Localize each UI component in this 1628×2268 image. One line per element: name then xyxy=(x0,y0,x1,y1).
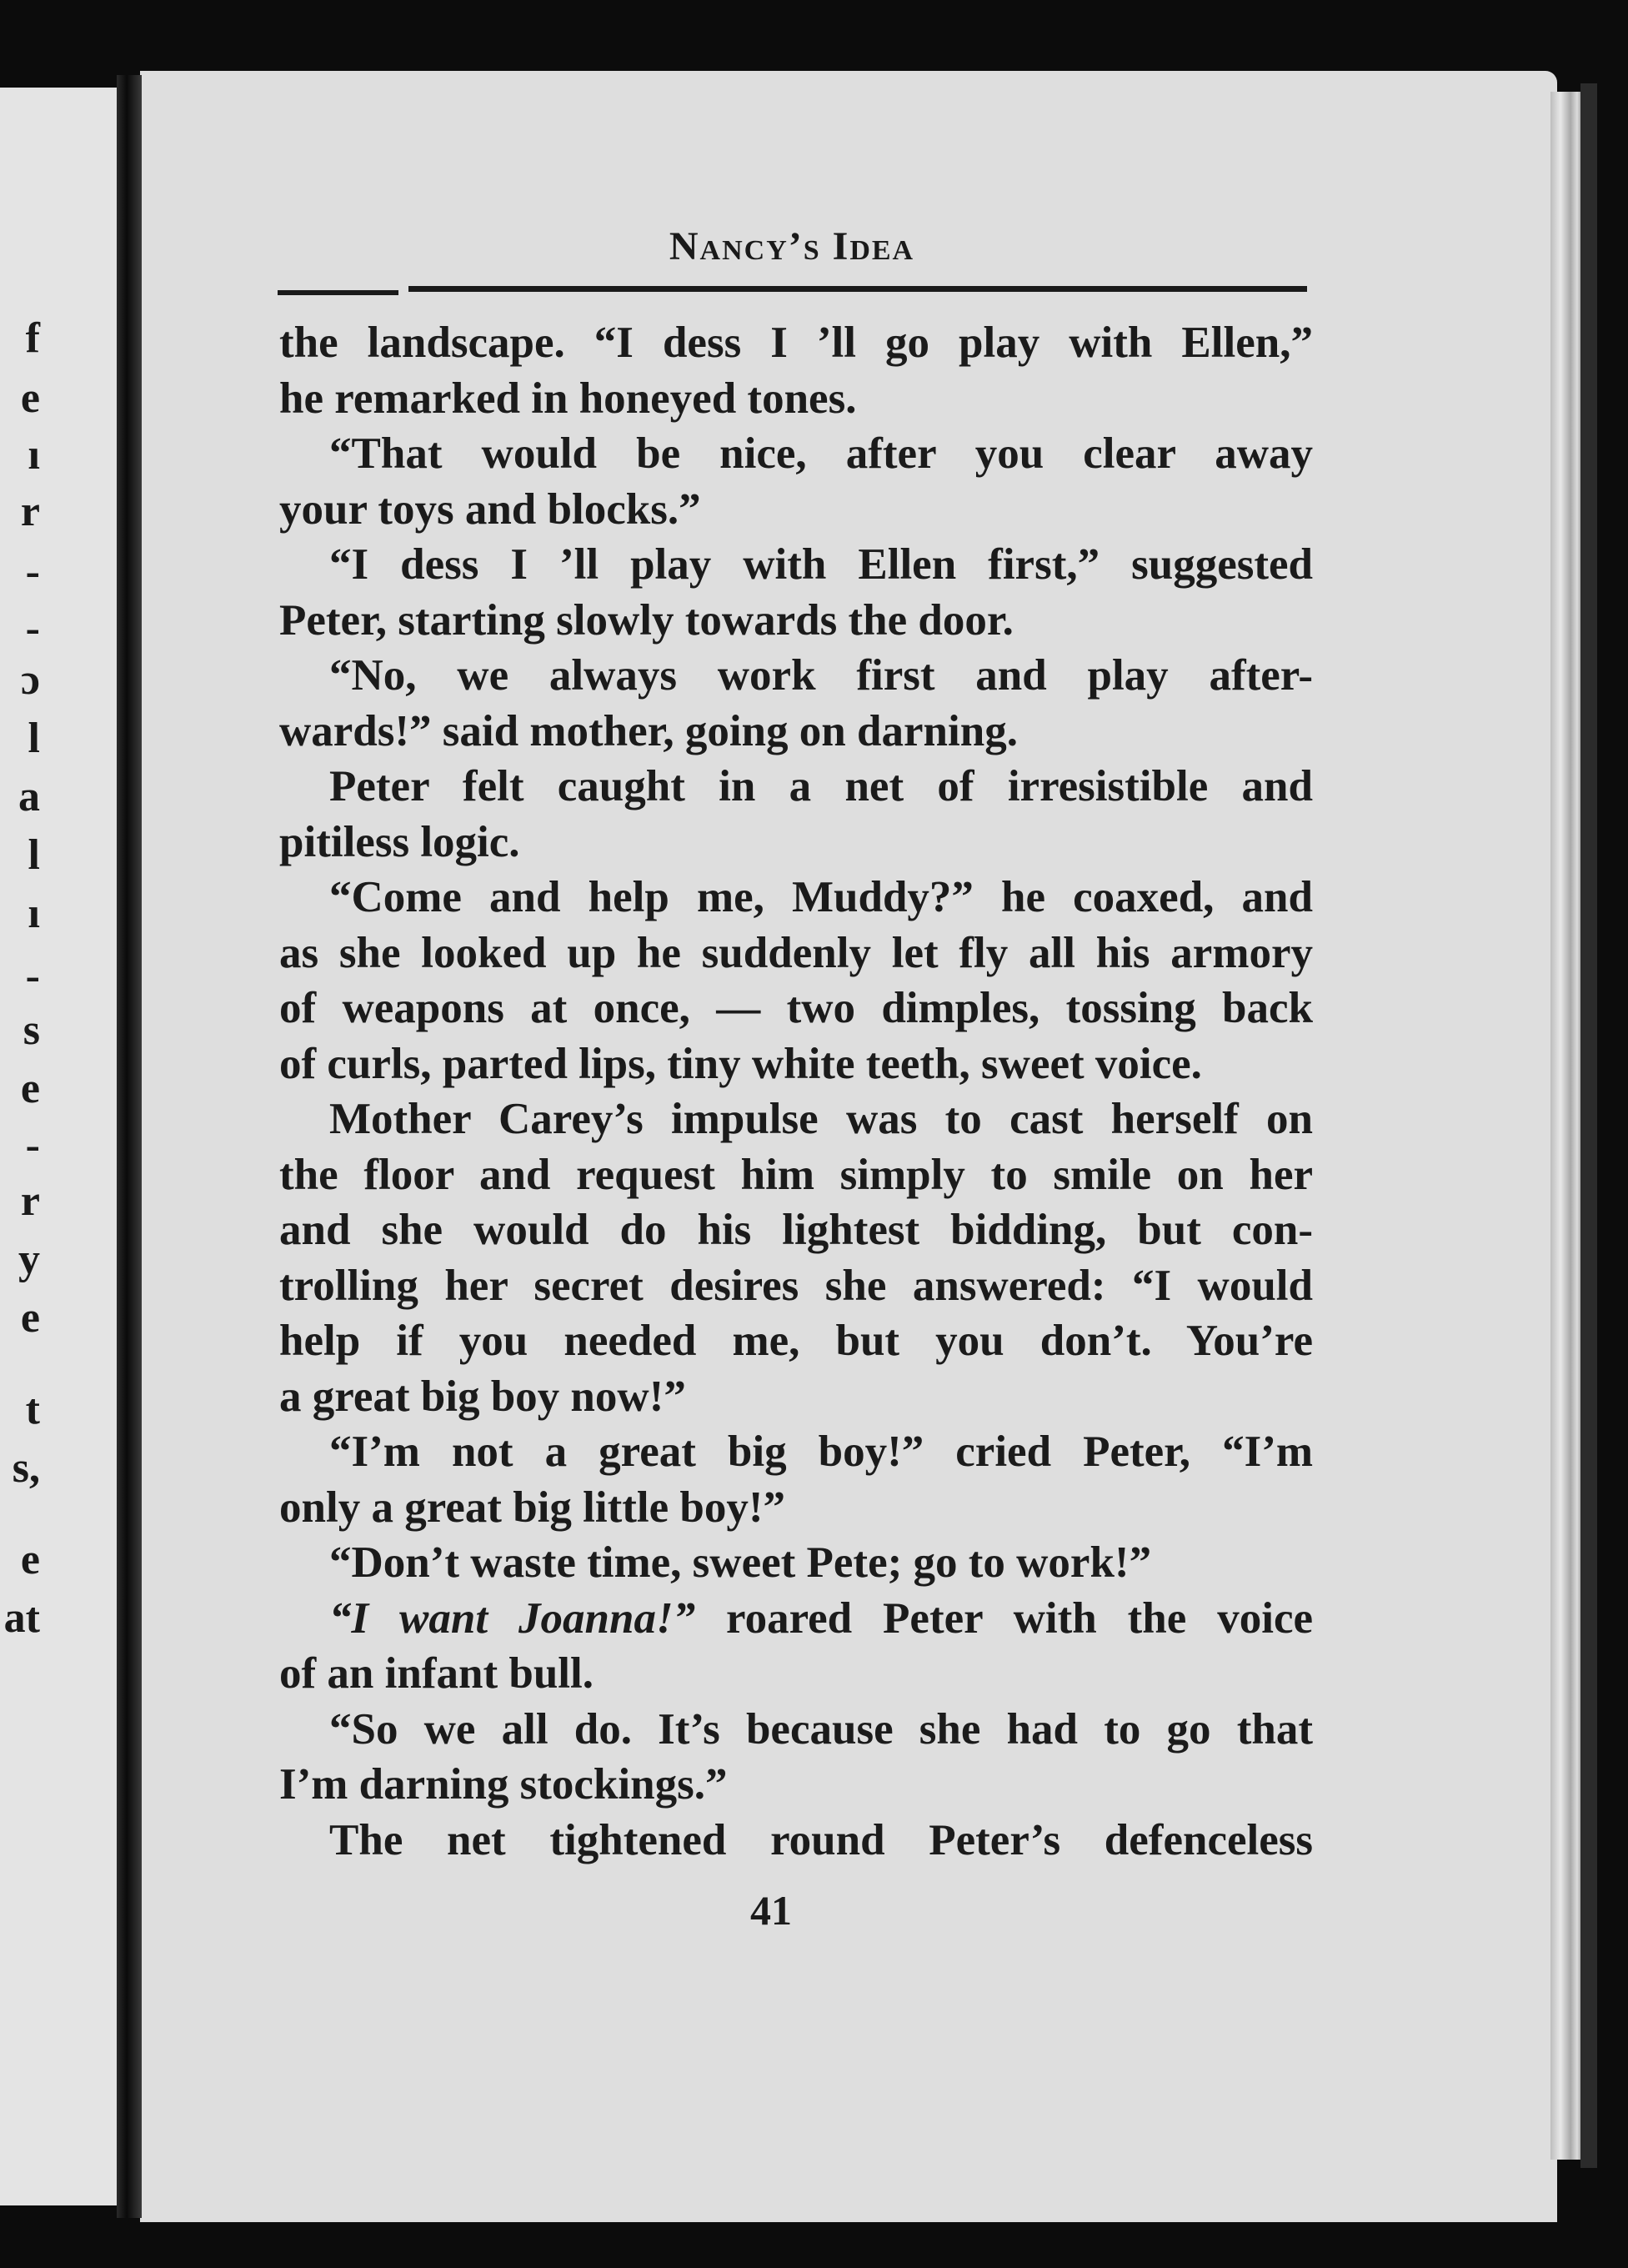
left-page-fragment: f xyxy=(25,314,40,362)
text-line xyxy=(279,704,1313,759)
book-gutter xyxy=(117,75,142,2218)
text-line xyxy=(279,1813,1313,1868)
line-text: of an infant bull. xyxy=(279,1649,594,1698)
text-line xyxy=(279,981,1313,1036)
line-text: Peter felt caught in a net of irresistible and xyxy=(329,762,1313,810)
left-page-fragment: s xyxy=(23,1006,40,1054)
left-page-fragment: at xyxy=(3,1594,40,1642)
text-line xyxy=(279,1702,1313,1757)
left-page-fragment: ı xyxy=(28,890,40,937)
line-text: pitiless logic. xyxy=(279,817,520,866)
left-page-fragment: - xyxy=(25,605,40,652)
text-line xyxy=(279,1480,1313,1535)
text-line xyxy=(279,926,1313,981)
page-number: 41 xyxy=(750,1887,792,1934)
text-line xyxy=(279,1757,1313,1812)
left-page-fragment: e xyxy=(20,1536,40,1583)
text-line xyxy=(279,537,1313,592)
line-text: he remarked in honeyed tones. xyxy=(279,374,857,423)
line-text: The net tightened round Peter’s defenceless xyxy=(329,1815,1313,1864)
line-text: Mother Carey’s impulse was to cast herself on xyxy=(329,1095,1313,1143)
header-rule-long xyxy=(408,286,1307,292)
line-text: of weapons at once, — two dimples, tossing back xyxy=(279,984,1313,1032)
line-text: wards!” said mother, going on darning. xyxy=(279,706,1018,755)
header-rule-short xyxy=(278,290,398,295)
line-text: “No, we always work first and play after- xyxy=(329,651,1313,700)
line-text: Peter, starting slowly towards the door. xyxy=(279,595,1014,645)
italic-phrase: “I want Joanna!” xyxy=(329,1593,696,1643)
left-page-fragment: - xyxy=(25,548,40,595)
line-text: “That would be nice, after you clear away xyxy=(329,429,1313,478)
left-page-fragment: ɔ xyxy=(20,656,40,704)
text-line xyxy=(279,759,1313,814)
text-line xyxy=(279,1424,1313,1479)
line-text: “Come and help me, Muddy?” he coaxed, and xyxy=(329,873,1313,921)
text-line xyxy=(279,1202,1313,1257)
line-text: “I’m not a great big boy!” cried Peter, “I’m xyxy=(329,1428,1313,1476)
left-page-fragment: l xyxy=(28,831,40,879)
left-page-fragment: e xyxy=(20,374,40,422)
left-page-fragment: - xyxy=(25,952,40,1000)
line-text: “So we all do. It’s because she had to go that xyxy=(329,1704,1313,1754)
line-text: the landscape. “I dess I ’ll go play with Ellen,” xyxy=(279,319,1313,367)
line-text: roared Peter with the voice xyxy=(695,1593,1313,1643)
left-page xyxy=(0,88,125,2205)
line-text: your toys and blocks.” xyxy=(279,484,701,534)
text-line xyxy=(279,1313,1313,1368)
left-page-fragment: y xyxy=(18,1236,40,1283)
left-page-fragment: e xyxy=(20,1294,40,1342)
text-line xyxy=(279,1535,1313,1590)
line-text: “I dess I ’ll play with Ellen first,” suggested xyxy=(329,540,1313,589)
left-page-fragment: r xyxy=(20,1177,40,1225)
running-head: Nancy’s Idea xyxy=(669,224,915,268)
text-line xyxy=(279,426,1313,481)
left-page-fragment: l xyxy=(28,715,40,762)
text-line xyxy=(279,1147,1313,1202)
left-page-fragment: r xyxy=(20,488,40,535)
line-text: only a great big little boy!” xyxy=(279,1483,786,1532)
text-line xyxy=(279,1369,1313,1424)
text-line xyxy=(279,815,1313,870)
left-page-fragment: a xyxy=(18,773,40,820)
text-line xyxy=(279,870,1313,925)
text-line xyxy=(279,593,1313,648)
text-line xyxy=(279,648,1313,703)
line-text: I’m darning stockings.” xyxy=(279,1760,728,1809)
page-edges xyxy=(1550,92,1584,2160)
left-page-fragment: s, xyxy=(12,1444,40,1492)
book-cover-edge xyxy=(1580,83,1597,2168)
line-text: trolling her secret desires she answered: “I would xyxy=(279,1261,1313,1310)
left-page-fragment: ı xyxy=(28,431,40,479)
text-line xyxy=(279,1091,1313,1147)
line-text: as she looked up he suddenly let fly all his armory xyxy=(279,928,1313,977)
line-text: of curls, parted lips, tiny white teeth, sweet voice. xyxy=(279,1039,1202,1088)
line-text: help if you needed me, but you don’t. You’re xyxy=(279,1317,1313,1365)
line-text: “Don’t waste time, sweet Pete; go to work!” xyxy=(329,1538,1152,1587)
line-text: a great big boy now!” xyxy=(279,1372,686,1421)
text-line xyxy=(279,1646,1313,1701)
text-line xyxy=(279,315,1313,370)
text-line xyxy=(279,1591,1313,1646)
text-line xyxy=(279,1036,1313,1091)
left-page-fragment: e xyxy=(20,1065,40,1112)
text-line xyxy=(279,1258,1313,1313)
text-line xyxy=(279,482,1313,537)
left-page-fragment: t xyxy=(25,1386,40,1433)
text-line xyxy=(279,371,1313,426)
line-text: the floor and request him simply to smile on her xyxy=(279,1150,1313,1199)
line-text: and she would do his lightest bidding, but con- xyxy=(279,1206,1313,1254)
left-page-fragment: - xyxy=(25,1121,40,1169)
